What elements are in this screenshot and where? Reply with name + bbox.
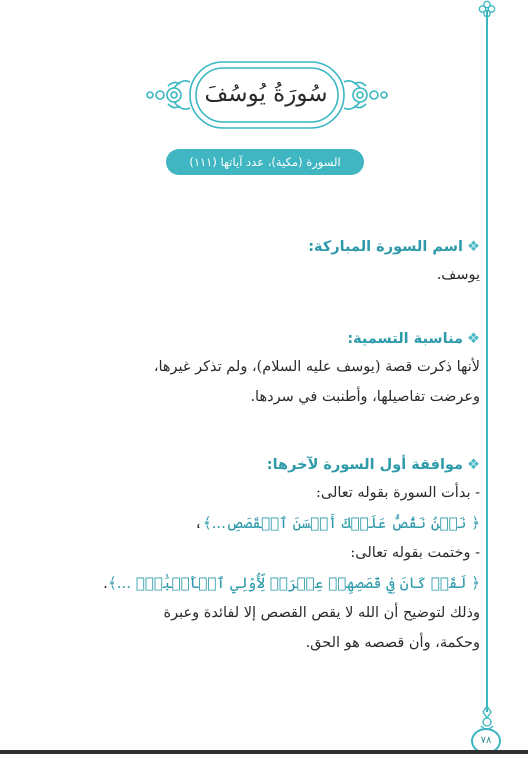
start-verse-suffix: ، (194, 514, 203, 532)
end-verse-suffix: . (103, 574, 108, 592)
start-verse: ﴿ نَحۡنُ نَقُصُّ عَلَيۡكَ أَحۡسَنَ ٱلۡقَصَصِ...﴾ (202, 514, 480, 532)
start-intro-line: - بدأت السورة بقوله تعالى: (315, 485, 480, 501)
start-verse-line (40, 508, 480, 538)
bottom-border (0, 750, 528, 754)
page-side-rule (486, 10, 488, 712)
paragraph-line: لأنها ذكرت قصة (يوسف عليه السلام)، ولم تذكر غيرها، (153, 359, 480, 375)
paragraph-line: وعرضت تفاصيلها، وأطنبت في سردها. (250, 389, 480, 405)
top-ornament-icon (478, 0, 496, 18)
end-verse: ﴿ لَقَدۡ كَانَ فِي قَصَصِهِمۡ عِبۡرَةٞ لِّأُوْلِي ٱلۡأَلۡبَٰبِۗ ...﴾ (107, 574, 480, 592)
conclusion-line: وحكمة، وأن قصصه هو الحق. (305, 635, 480, 651)
section-heading-text: اسم السورة المباركة: (308, 239, 463, 255)
ornament-bullet-icon: ❖ (467, 331, 480, 347)
section-heading (40, 452, 480, 478)
surah-title: سُورَةُ يُوسُفَ (204, 81, 328, 107)
end-verse-line (40, 568, 480, 598)
paragraph-line: يوسف. (436, 267, 480, 283)
end-intro-line: - وختمت بقوله تعالى: (350, 545, 480, 561)
conclusion-line: وذلك لتوضيح أن الله لا يقص القصص إلا لفائدة وعبرة (163, 605, 480, 621)
ornament-bullet-icon: ❖ (467, 457, 480, 473)
surah-info-badge: السورة (مكية)، عدد آياتها (١١١) (166, 149, 364, 175)
section-heading (40, 326, 480, 352)
section-heading-text: مناسبة التسمية: (347, 331, 463, 347)
section-name (40, 234, 480, 290)
section-beginning-end-match (40, 452, 480, 658)
page-number: ٧٨ (471, 728, 501, 754)
section-heading-text: موافقة أول السورة لآخرها: (266, 457, 463, 473)
ornament-bullet-icon: ❖ (467, 239, 480, 255)
section-heading (40, 234, 480, 260)
section-naming-reason (40, 326, 480, 412)
